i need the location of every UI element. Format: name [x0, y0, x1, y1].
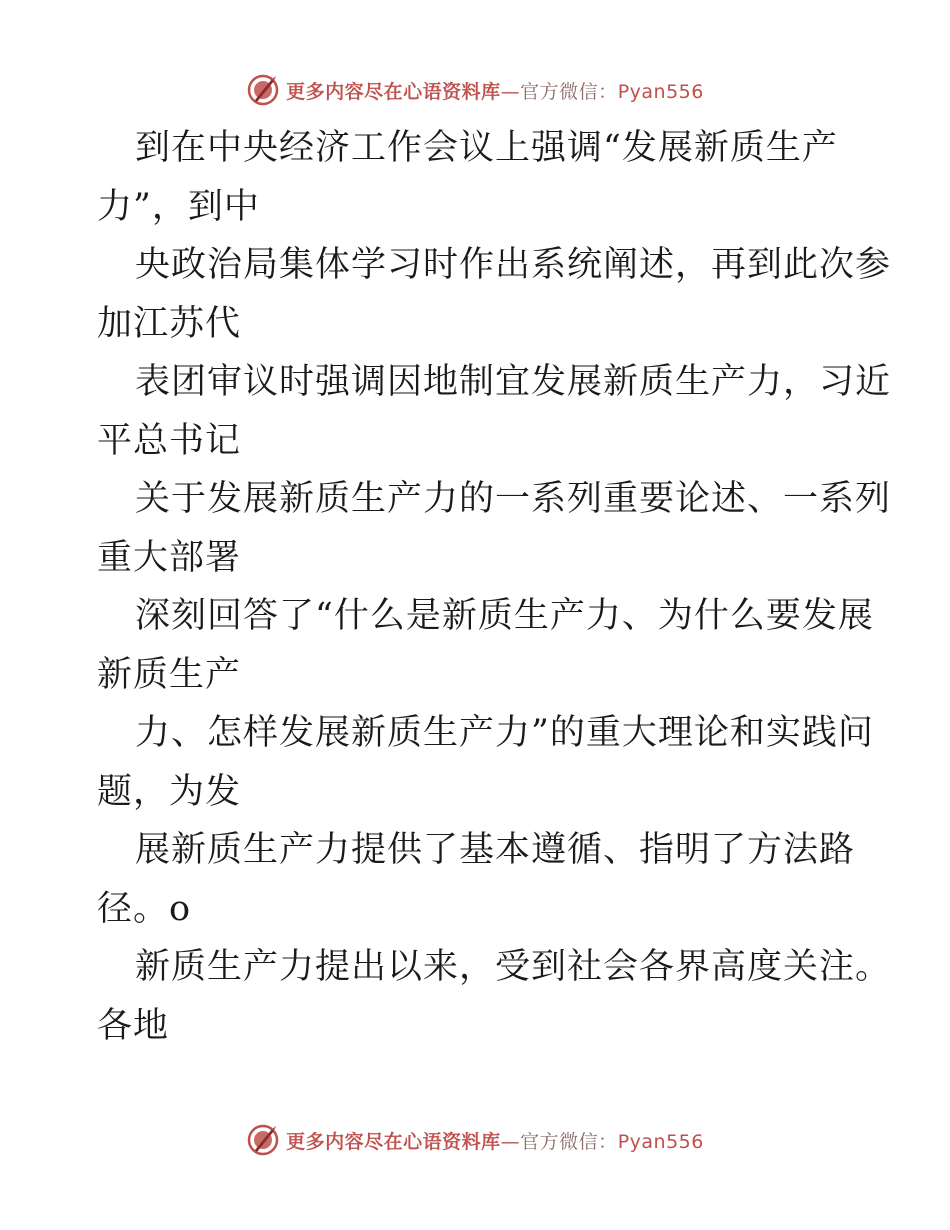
document-body	[97, 119, 892, 1055]
quill-pen-seal-icon	[246, 73, 280, 107]
text-line: 到在中央经济工作会议上强调“发展新质生产	[135, 128, 838, 168]
footer-watermark	[0, 1120, 950, 1160]
watermark-handle: Pyan556	[617, 80, 704, 103]
text-line: 新质生产力提出以来，受到社会各界高度关注。	[135, 947, 892, 987]
text-line: 央政治局集体学习时作出系统阐述，再到此次参	[135, 245, 892, 285]
text-line: 径。o	[97, 888, 192, 929]
watermark-separator: —	[500, 1130, 521, 1153]
watermark-handle: Pyan556	[617, 1130, 704, 1153]
watermark-brand: 更多内容尽在心语资料库	[286, 1130, 501, 1153]
text-line: 力”，到中	[97, 186, 260, 227]
watermark-text	[286, 1127, 704, 1154]
quill-pen-seal-icon	[246, 1123, 280, 1157]
text-line: 加江苏代	[97, 303, 242, 344]
watermark-official-label: 官方微信：	[520, 1130, 618, 1153]
text-line: 题，为发	[97, 771, 242, 812]
watermark-separator: —	[500, 80, 521, 103]
text-line: 表团审议时强调因地制宜发展新质生产力，习近	[135, 362, 892, 402]
text-line: 力、怎样发展新质生产力”的重大理论和实践问	[135, 713, 874, 753]
text-line: 关于发展新质生产力的一系列重要论述、一系列	[135, 479, 892, 519]
text-line: 新质生产	[97, 654, 242, 695]
watermark-text	[286, 77, 704, 104]
text-line: 展新质生产力提供了基本遵循、指明了方法路	[135, 830, 856, 870]
text-line: 平总书记	[97, 420, 242, 461]
watermark-official-label: 官方微信：	[520, 80, 618, 103]
header-watermark	[0, 70, 950, 110]
watermark-brand: 更多内容尽在心语资料库	[286, 80, 501, 103]
text-line: 深刻回答了“什么是新质生产力、为什么要发展	[135, 596, 874, 636]
text-line: 各地	[97, 1005, 170, 1046]
text-line: 重大部署	[97, 537, 242, 578]
